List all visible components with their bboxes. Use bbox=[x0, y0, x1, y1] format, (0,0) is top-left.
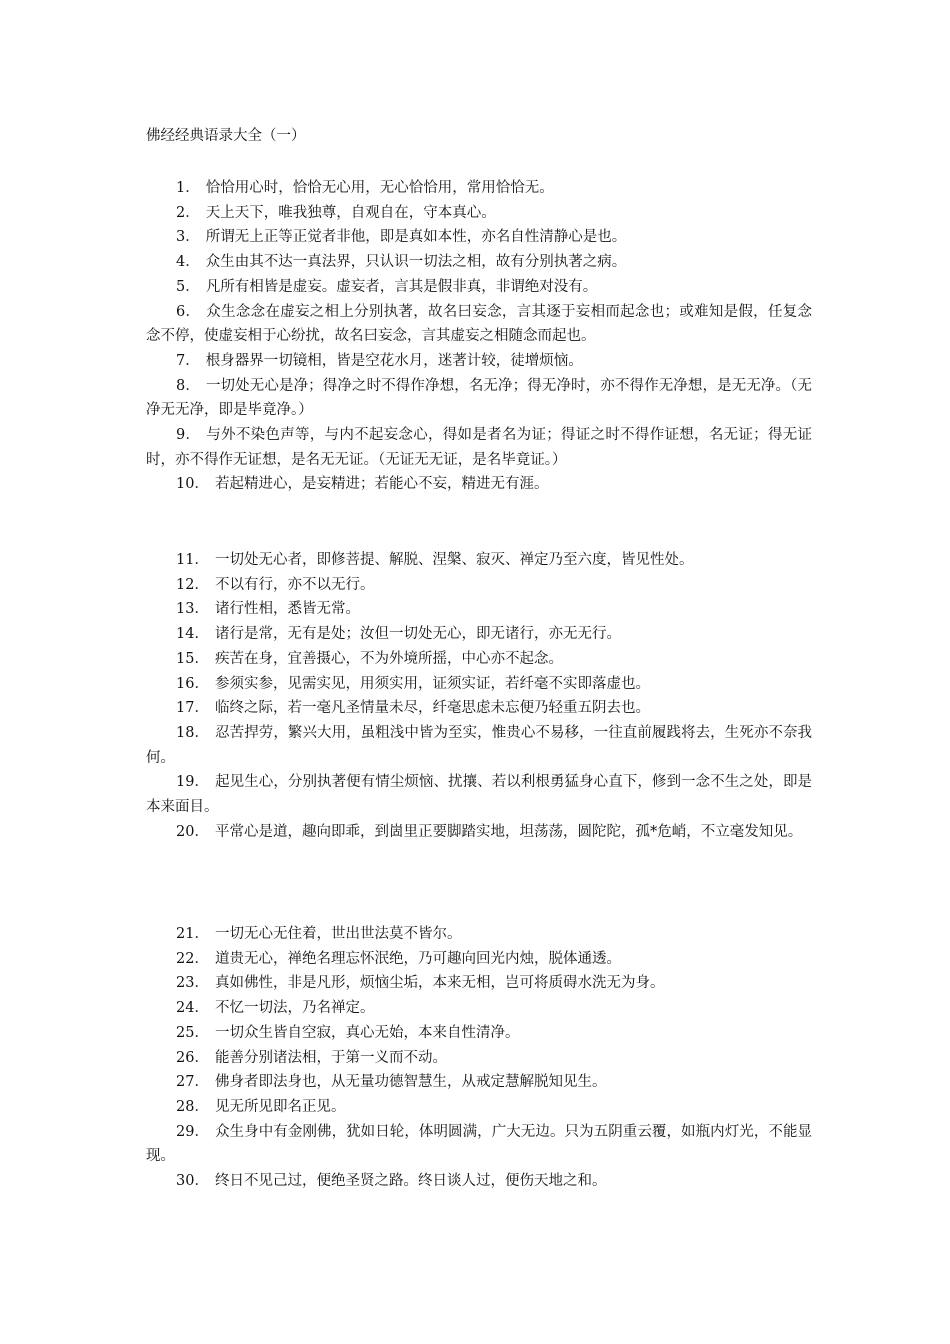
quote-number: 23． bbox=[176, 975, 209, 992]
quote-number: 2． bbox=[176, 204, 200, 221]
quote-section-2 bbox=[146, 548, 812, 844]
quote-item bbox=[146, 250, 812, 275]
quote-text: 参须实参，见需实见，用须实用，证须实证，若纤毫不实即落虚也。 bbox=[214, 675, 650, 692]
quote-text: 若起精进心，是妄精进；若能心不妄，精进无有涯。 bbox=[214, 476, 549, 493]
quote-text: 诸行性相，悉皆无常。 bbox=[214, 601, 360, 618]
quote-item bbox=[146, 820, 812, 845]
quote-number: 18． bbox=[176, 724, 210, 741]
quote-item bbox=[146, 672, 812, 697]
quote-item bbox=[146, 1046, 812, 1071]
quote-item bbox=[146, 300, 812, 349]
quote-item bbox=[146, 1120, 812, 1169]
quote-item bbox=[146, 548, 812, 573]
quote-text: 众生念念在虚妄之相上分别执著，故名曰妄念，言其逐于妄相而起念也；或难知是假，任复念念不停，使虚妄相于心纷扰，故名曰妄念，言其虚妄之相随念而起也。 bbox=[146, 303, 812, 345]
quote-number: 4． bbox=[176, 254, 200, 271]
quote-number: 13． bbox=[176, 601, 209, 618]
quote-text: 根身器界一切镜相，皆是空花水月，迷著计较，徒增烦恼。 bbox=[205, 352, 583, 369]
quote-number: 25． bbox=[176, 1024, 209, 1041]
quote-item bbox=[146, 176, 812, 201]
quote-number: 9． bbox=[176, 427, 201, 444]
quote-item bbox=[146, 423, 812, 472]
quote-item bbox=[146, 622, 812, 647]
quote-text: 一切处无心是净；得净之时不得作净想，名无净；得无净时，亦不得作无净想，是无无净。（无净无无净，即是毕竟净。） bbox=[146, 377, 812, 419]
quote-item bbox=[146, 573, 812, 598]
quote-item bbox=[146, 201, 812, 226]
quote-text: 一切无心无住着，世出世法莫不皆尔。 bbox=[214, 926, 462, 942]
quote-item bbox=[146, 472, 812, 497]
quote-number: 17． bbox=[176, 700, 209, 717]
quote-number: 6． bbox=[176, 303, 201, 320]
quote-number: 22． bbox=[176, 950, 209, 967]
quote-text: 凡所有相皆是虚妄。虚妄者，言其是假非真，非谓绝对没有。 bbox=[205, 278, 598, 295]
quote-text: 与外不染色声等，与内不起妄念心，得如是者名为证；得证之时不得作证想，名无证；得无证时，亦不得作无证想，是名无无证。（无证无无证，是名毕竟证。） bbox=[146, 427, 812, 468]
quote-text: 平常心是道，趣向即乖，到崮里正要脚踏实地，坦荡荡，圆陀陀，孤*危峭，不立毫发知见。 bbox=[214, 823, 803, 840]
quote-number: 11． bbox=[176, 552, 209, 568]
quote-section-3 bbox=[146, 922, 812, 1194]
quote-item bbox=[146, 971, 812, 996]
quote-number: 26． bbox=[176, 1049, 209, 1066]
quote-number: 29． bbox=[176, 1123, 210, 1140]
quote-number: 12． bbox=[176, 576, 209, 593]
quote-number: 3． bbox=[176, 229, 200, 246]
quote-item bbox=[146, 647, 812, 672]
quote-text: 众生由其不达一真法界，只认识一切法之相，故有分别执著之病。 bbox=[205, 254, 627, 271]
quote-number: 20． bbox=[176, 823, 209, 840]
quote-number: 14． bbox=[176, 626, 209, 643]
quote-text: 真如佛性，非是凡形，烦恼尘垢，本来无相，岂可将质碍水洗无为身。 bbox=[214, 975, 665, 992]
quote-item bbox=[146, 721, 812, 770]
quote-item bbox=[146, 275, 812, 300]
quote-number: 27． bbox=[176, 1074, 209, 1091]
quote-item bbox=[146, 597, 812, 622]
quote-number: 15． bbox=[176, 650, 209, 667]
quote-number: 5． bbox=[176, 278, 200, 295]
quote-item bbox=[146, 374, 812, 423]
document-title: 佛经经典语录大全（一） bbox=[146, 128, 306, 144]
quote-number: 1． bbox=[176, 180, 200, 196]
quote-number: 19． bbox=[176, 774, 210, 791]
quote-item bbox=[146, 349, 812, 374]
quote-text: 临终之际，若一毫凡圣情量未尽，纤毫思虑未忘便乃轻重五阴去也。 bbox=[214, 700, 650, 717]
quote-number: 30． bbox=[176, 1173, 209, 1190]
quote-text: 所谓无上正等正觉者非他，即是真如本性，亦名自性清静心是也。 bbox=[205, 229, 627, 246]
quote-item bbox=[146, 1095, 812, 1120]
quote-section-1 bbox=[146, 176, 812, 497]
quote-item bbox=[146, 770, 812, 819]
quote-number: 7． bbox=[176, 352, 200, 369]
quote-number: 10． bbox=[176, 476, 209, 493]
quote-number: 28． bbox=[176, 1098, 209, 1115]
quote-text: 忍苦捍劳，繁兴大用，虽粗浅中皆为至实，惟贵心不易移，一往直前履践将去，生死亦不奈我何。 bbox=[146, 724, 812, 766]
quote-text: 佛身者即法身也，从无量功德智慧生，从戒定慧解脱知见生。 bbox=[214, 1074, 607, 1091]
quote-number: 16． bbox=[176, 675, 209, 692]
quote-text: 不忆一切法，乃名禅定。 bbox=[214, 1000, 375, 1017]
quote-text: 道贵无心，禅绝名理忘怀泯绝，乃可趣向回光内烛，脱体通透。 bbox=[214, 950, 621, 967]
quote-item bbox=[146, 1169, 812, 1194]
quote-item bbox=[146, 1070, 812, 1095]
quote-text: 能善分别诸法相，于第一义而不动。 bbox=[214, 1049, 447, 1066]
quote-item bbox=[146, 996, 812, 1021]
quote-text: 疾苦在身，宜善摄心，不为外境所摇，中心亦不起念。 bbox=[214, 650, 563, 667]
quote-item bbox=[146, 1021, 812, 1046]
quote-item bbox=[146, 225, 812, 250]
quote-number: 21． bbox=[176, 926, 209, 942]
quote-item bbox=[146, 696, 812, 721]
quote-text: 起见生心，分别执著便有情尘烦恼、扰攘、若以利根勇猛身心直下，修到一念不生之处，即是本来面目。 bbox=[146, 774, 812, 816]
quote-text: 见无所见即名正见。 bbox=[214, 1098, 346, 1115]
quote-text: 诸行是常，无有是处；汝但一切处无心，即无诸行，亦无无行。 bbox=[214, 626, 621, 643]
quote-text: 恰恰用心时，恰恰无心用，无心恰恰用，常用恰恰无。 bbox=[205, 180, 554, 196]
quote-number: 8． bbox=[176, 377, 200, 394]
quote-text: 天上天下，唯我独尊，自观自在，守本真心。 bbox=[205, 204, 496, 221]
quote-item bbox=[146, 922, 812, 947]
quote-text: 一切处无心者，即修菩提、解脱、涅槃、寂灭、禅定乃至六度，皆见性处。 bbox=[214, 552, 694, 568]
quote-text: 众生身中有金刚佛，犹如日轮，体明圆满，广大无边。只为五阴重云覆，如瓶内灯光，不能显现。 bbox=[146, 1123, 812, 1165]
quote-item bbox=[146, 947, 812, 972]
quote-number: 24． bbox=[176, 1000, 209, 1017]
quote-text: 不以有行，亦不以无行。 bbox=[214, 576, 375, 593]
quote-text: 一切众生皆自空寂，真心无始，本来自性清净。 bbox=[214, 1024, 520, 1041]
quote-text: 终日不见己过，便绝圣贤之路。终日谈人过，便伤天地之和。 bbox=[214, 1173, 607, 1190]
